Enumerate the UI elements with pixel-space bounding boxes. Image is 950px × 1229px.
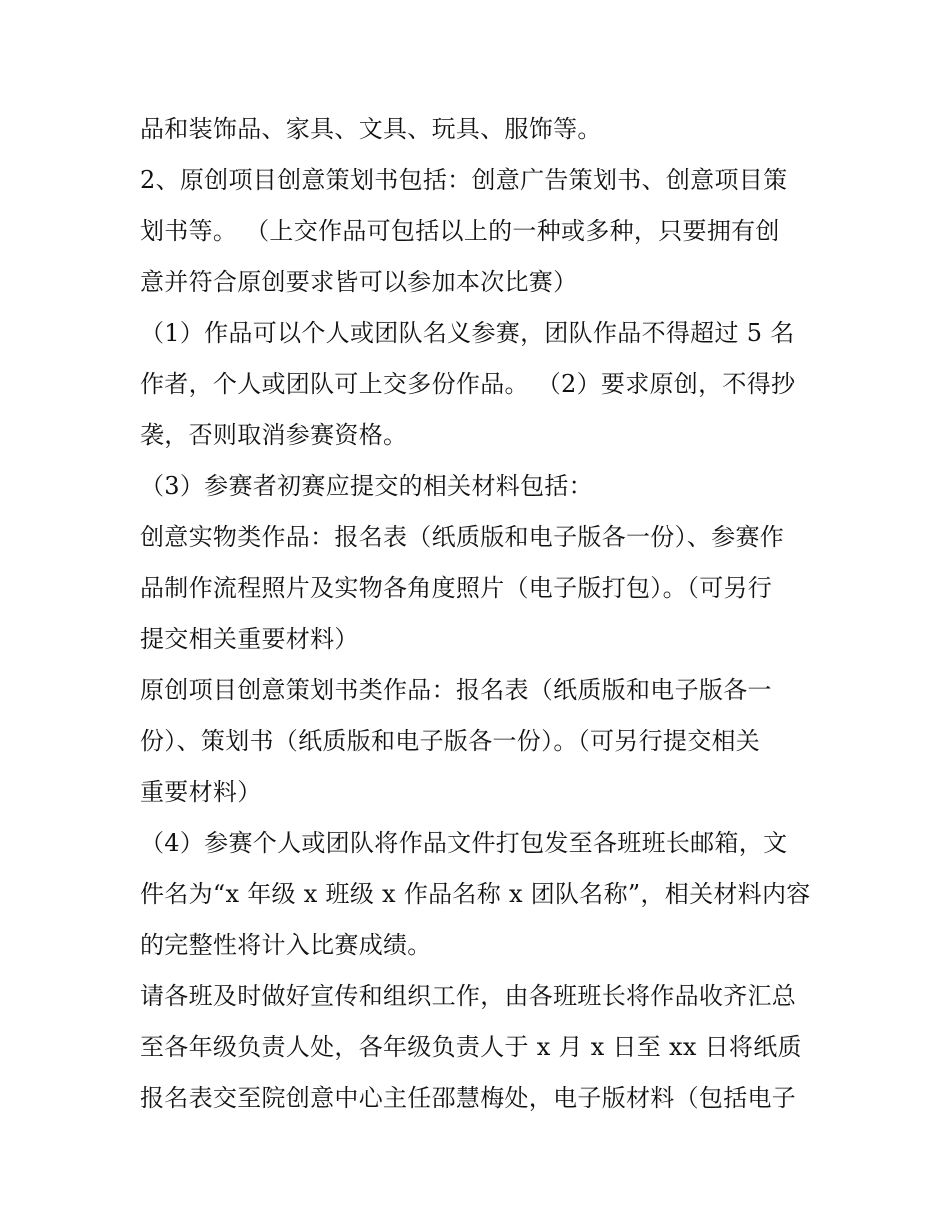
- text-line: 品制作流程照片及实物各角度照片（电子版打包）。（可另行: [140, 574, 773, 602]
- text-line: 原创项目创意策划书类作品：报名表（纸质版和电子版各一: [140, 676, 772, 704]
- text-line: 作者，个人或团队可上交多份作品。 （2）要求原创，不得抄: [140, 370, 796, 398]
- text-line: 意并符合原创要求皆可以参加本次比赛）: [140, 268, 578, 296]
- text-line: 划书等。 （上交作品可包括以上的一种或多种，只要拥有创: [140, 217, 780, 245]
- text-line: 请各班及时做好宣传和组织工作，由各班班长将作品收齐汇总: [140, 982, 797, 1010]
- text-line: 袭，否则取消参赛资格。: [140, 421, 408, 449]
- text-line: （4）参赛个人或团队将作品文件打包发至各班班长邮箱，文: [140, 829, 788, 857]
- text-line: 的完整性将计入比赛成绩。: [140, 931, 432, 959]
- text-line: 件名为“x 年级 x 班级 x 作品名称 x 团队名称”，相关材料内容: [140, 880, 811, 908]
- text-line: （1）作品可以个人或团队名义参赛，团队作品不得超过 5 名: [140, 319, 795, 347]
- text-line: 提交相关重要材料）: [140, 625, 359, 653]
- text-line: 至各年级负责人处，各年级负责人于 x 月 x 日至 xx 日将纸质: [140, 1033, 802, 1061]
- text-line: 2、原创项目创意策划书包括：创意广告策划书、创意项目策: [140, 166, 788, 194]
- text-line: 重要材料）: [140, 778, 262, 806]
- text-line: 创意实物类作品：报名表（纸质版和电子版各一份）、参赛作: [140, 523, 785, 551]
- text-line: （3）参赛者初赛应提交的相关材料包括：: [140, 472, 593, 500]
- text-line: 份）、策划书（纸质版和电子版各一份）。（可另行提交相关: [140, 727, 761, 755]
- text-line: 品和装饰品、家具、文具、玩具、服饰等。: [140, 115, 602, 143]
- text-line: 报名表交至院创意中心主任邵慧梅处，电子版材料（包括电子: [140, 1084, 797, 1112]
